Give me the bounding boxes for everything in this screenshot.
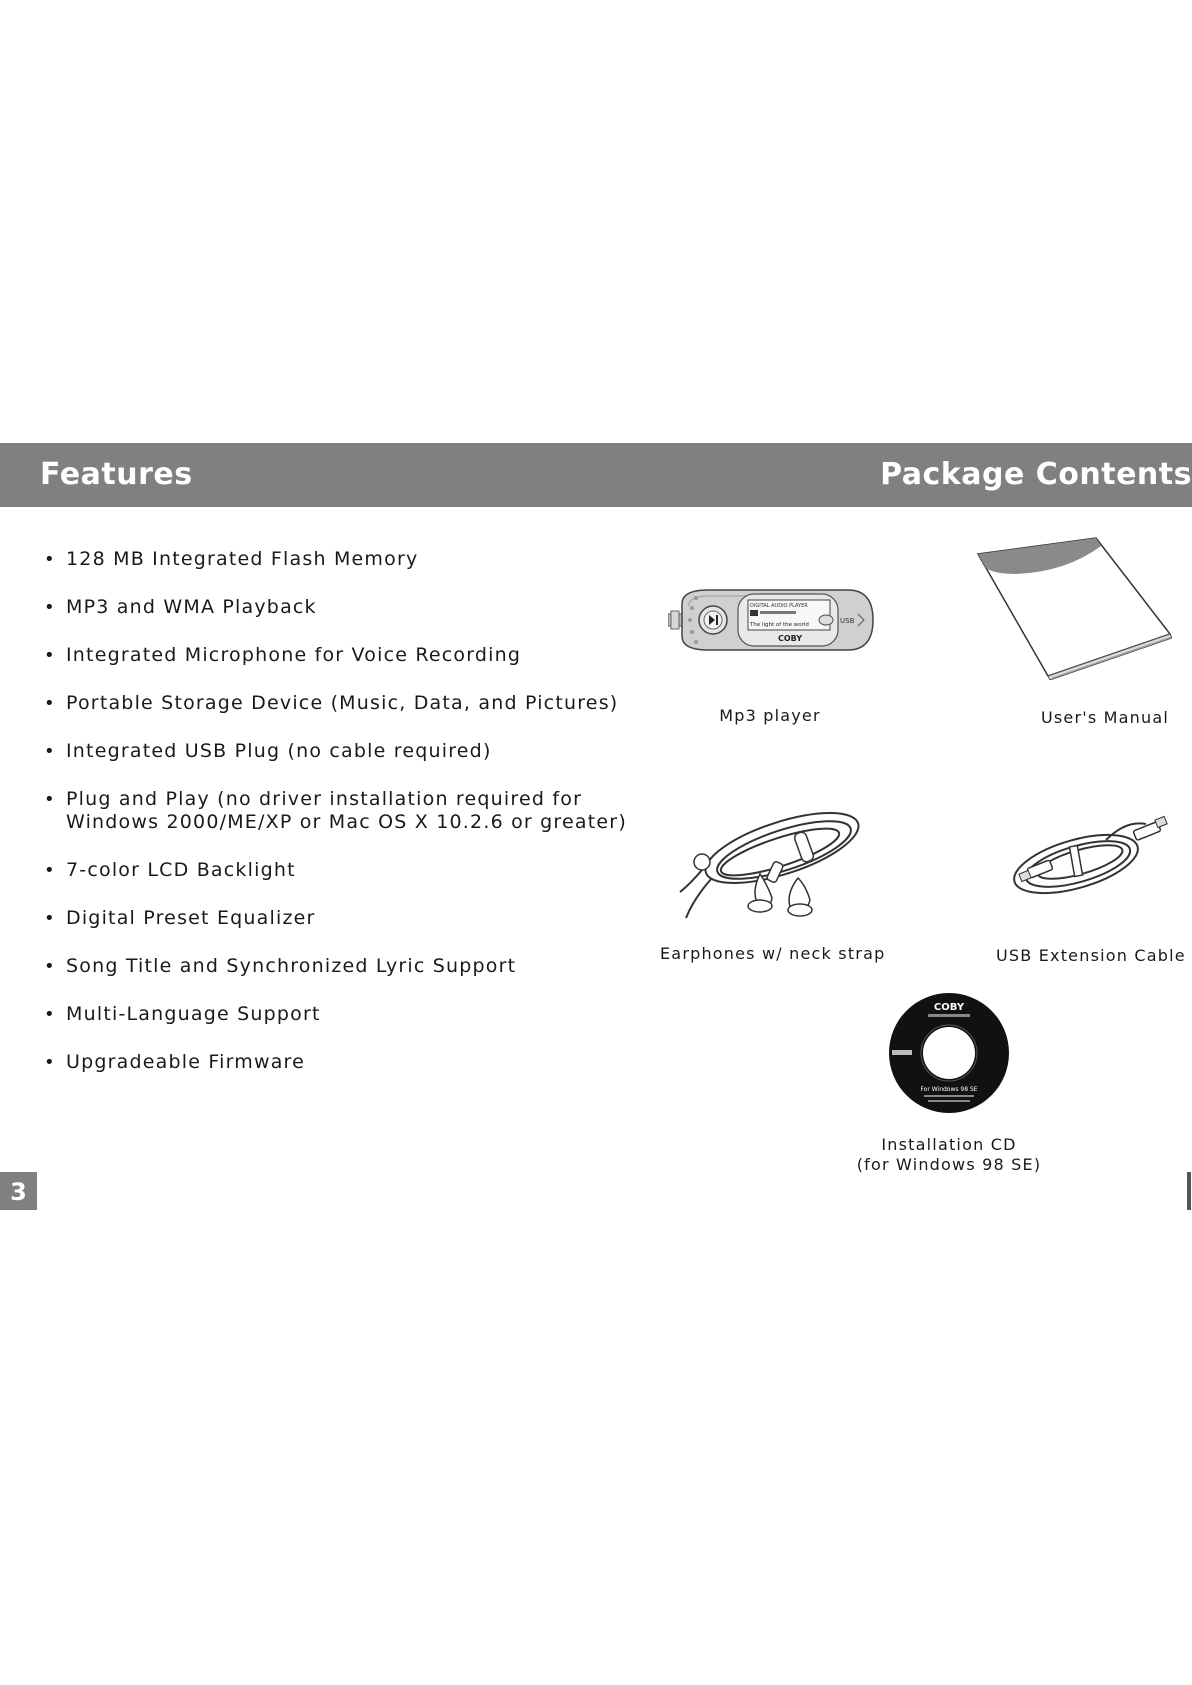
features-heading: Features (40, 457, 193, 492)
mp3-player-illustration (668, 584, 878, 654)
cd-disc-text: For Windows 98 SE (920, 1086, 978, 1093)
player-usb-label: USB (840, 617, 855, 625)
feature-item: • Plug and Play (no driver installation required for Windows 2000/ME/XP or Mac OS X 10.2.6 or greater) (42, 788, 642, 834)
manual-icon (976, 534, 1172, 680)
usb-cable-icon (1006, 810, 1168, 904)
feature-item: • MP3 and WMA Playback (42, 596, 642, 619)
usb-cable-illustration (1006, 810, 1168, 904)
mp3-player-caption: Mp3 player (719, 706, 821, 725)
features-list (42, 548, 642, 1099)
page-number: 3 (0, 1172, 37, 1210)
feature-item: • Digital Preset Equalizer (42, 907, 642, 930)
mp3-player-icon (668, 584, 878, 654)
usb-cable-caption: USB Extension Cable (996, 946, 1186, 965)
cd-icon (888, 992, 1010, 1114)
feature-item: • Upgradeable Firmware (42, 1051, 642, 1074)
users-manual-caption: User's Manual (1040, 708, 1170, 727)
earphones-caption: Earphones w/ neck strap (660, 944, 886, 963)
earphones-icon (672, 800, 866, 924)
feature-item: • Portable Storage Device (Music, Data, and Pictures) (42, 692, 642, 715)
installation-cd-caption-line1: Installation CD (881, 1135, 1017, 1154)
cd-brand: COBY (933, 1002, 965, 1013)
feature-item: • 128 MB Integrated Flash Memory (42, 548, 642, 571)
feature-item: • Integrated Microphone for Voice Recording (42, 644, 642, 667)
installation-cd-caption-line2: (for Windows 98 SE) (856, 1155, 1042, 1174)
feature-item: • Song Title and Synchronized Lyric Support (42, 955, 642, 978)
feature-item: • Multi-Language Support (42, 1003, 642, 1026)
player-screen-line1: DIGITAL AUDIO PLAYER (750, 603, 808, 609)
page-edge-marker (1187, 1172, 1191, 1210)
package-contents-heading: Package Contents (880, 457, 1192, 492)
installation-cd-illustration (888, 992, 1010, 1114)
feature-item: • 7-color LCD Backlight (42, 859, 642, 882)
player-brand: COBY (778, 634, 803, 643)
player-screen-line2: The light of the world (750, 622, 809, 628)
feature-item: • Integrated USB Plug (no cable required) (42, 740, 642, 763)
section-header-bar (0, 443, 1192, 507)
users-manual-illustration (976, 534, 1172, 680)
earphones-illustration (672, 800, 866, 924)
